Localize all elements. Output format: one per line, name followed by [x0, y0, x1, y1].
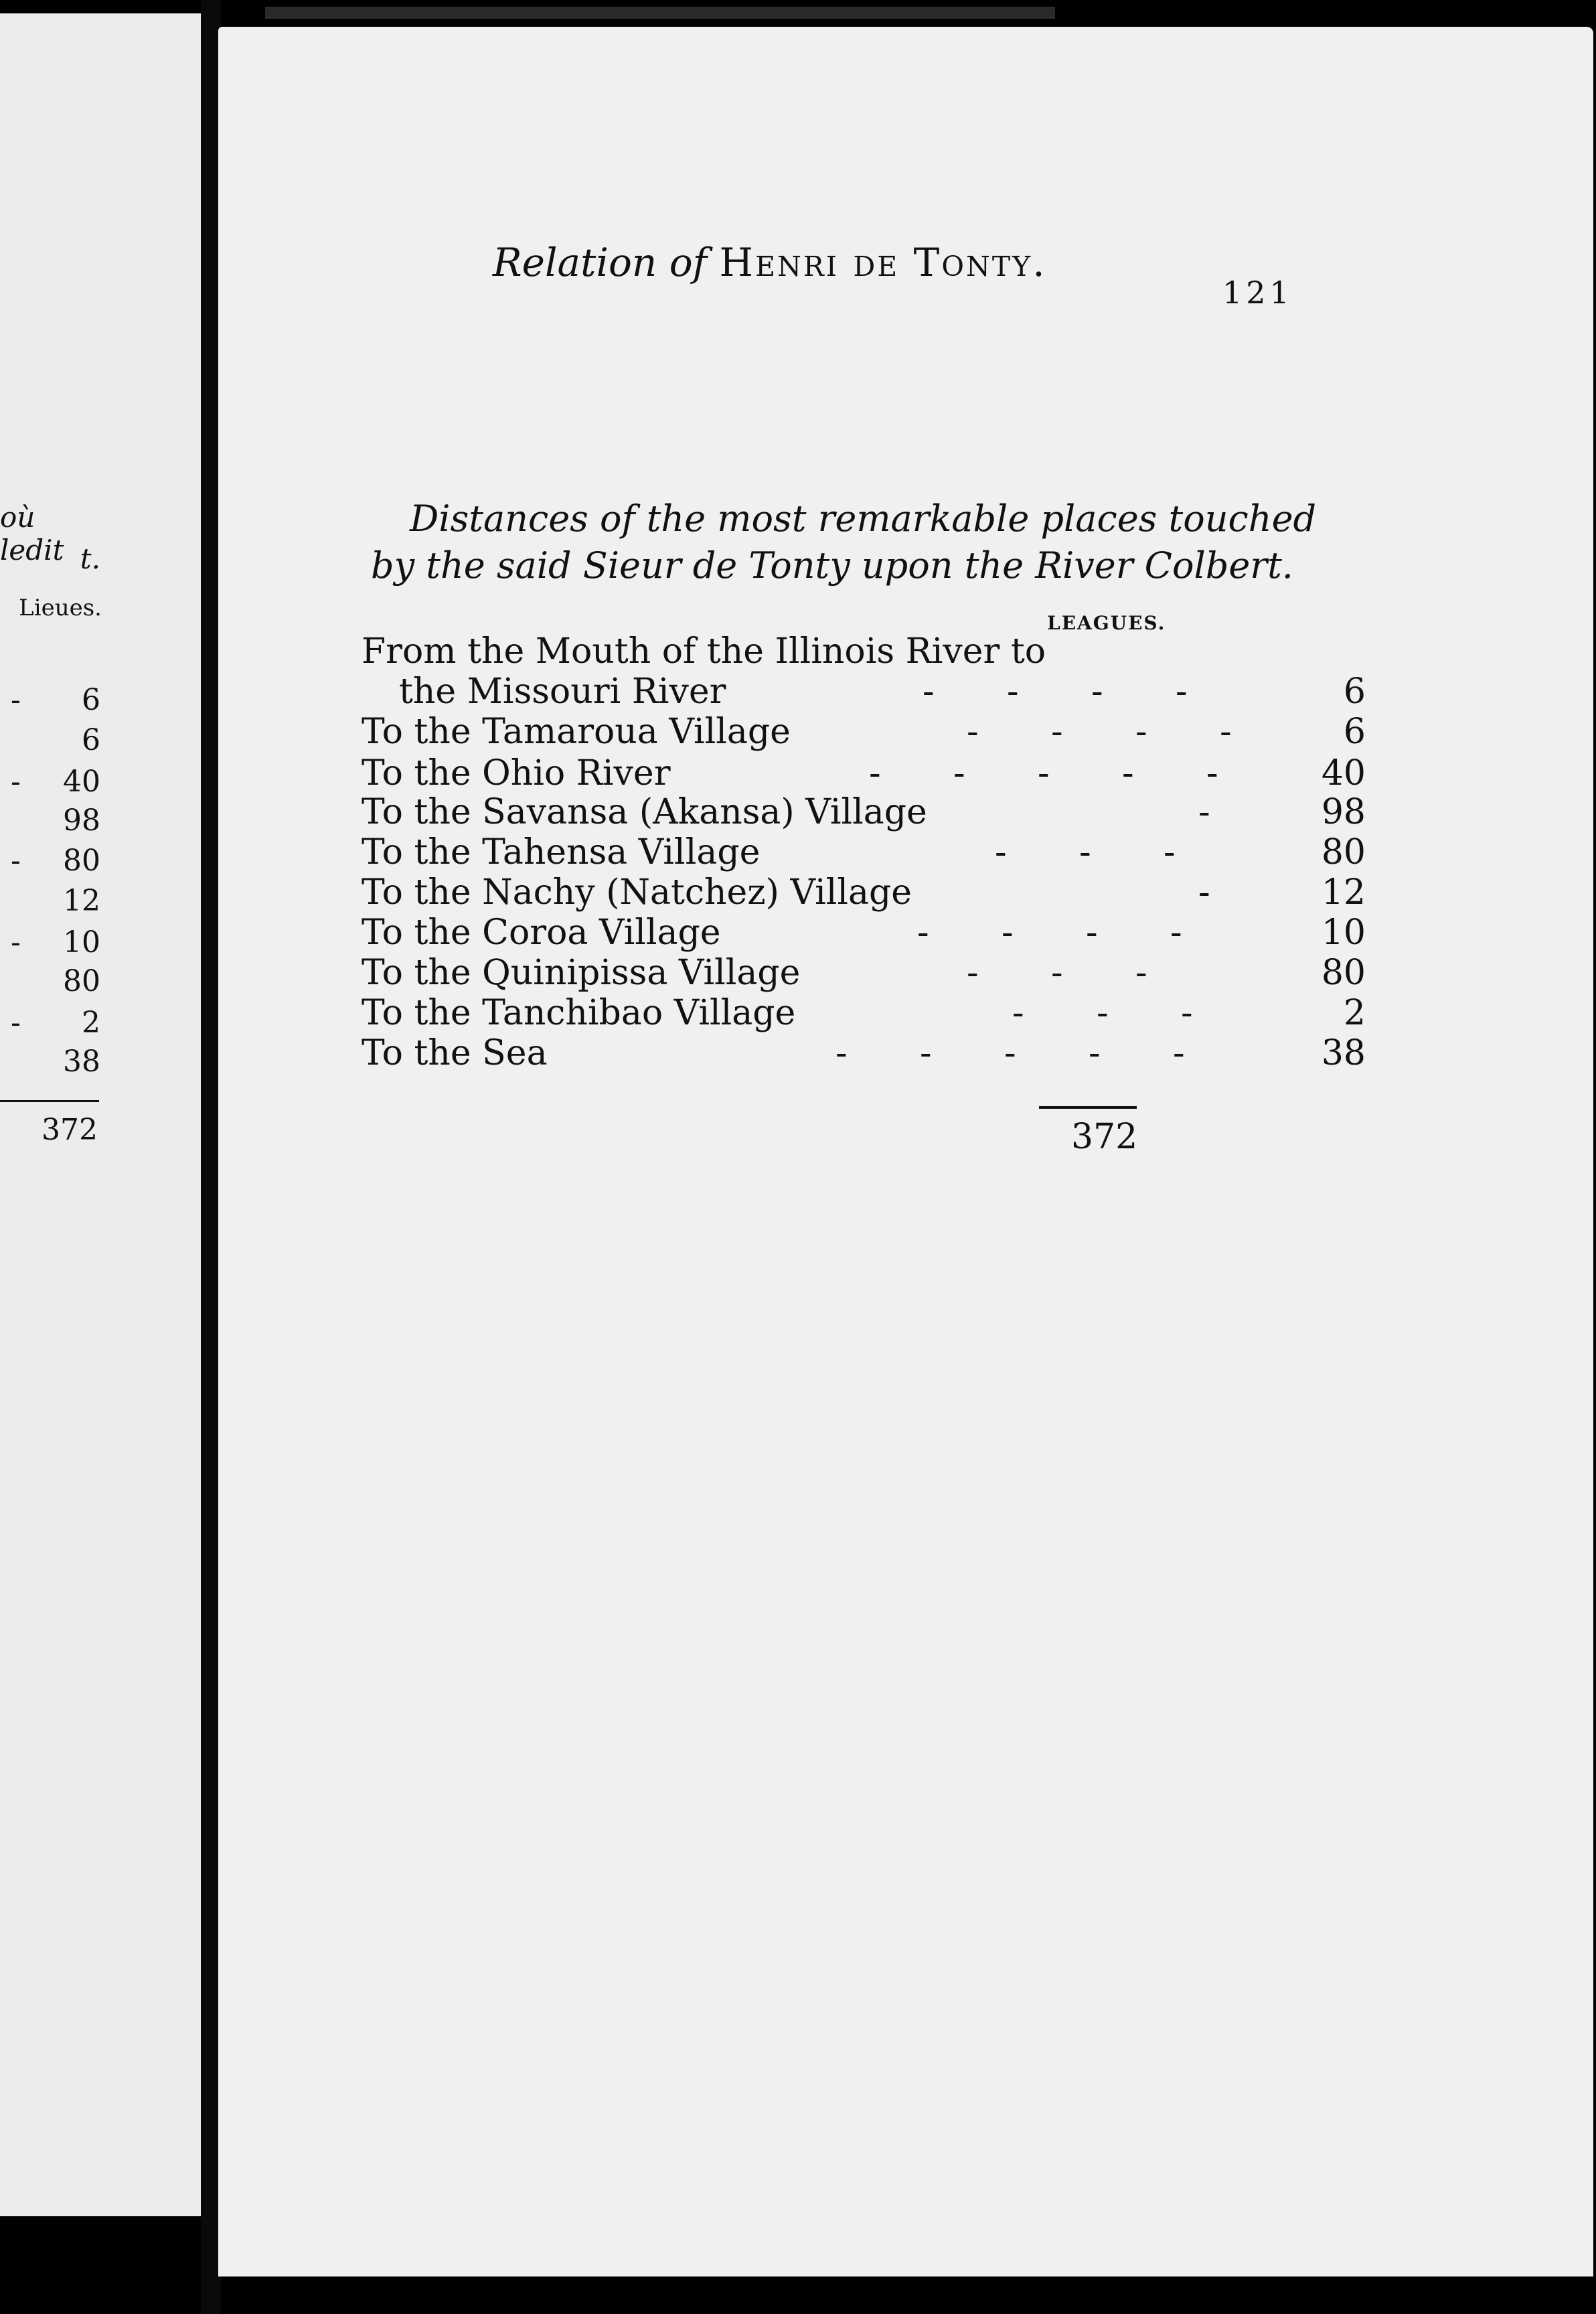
- sum-rule: [1039, 1106, 1137, 1109]
- left-row: - 40: [11, 765, 100, 799]
- running-head: [493, 240, 1047, 285]
- table-row: To the Tahensa Village - - - 80: [362, 832, 1366, 872]
- left-row: 12: [63, 884, 100, 918]
- row-value: 12: [1321, 872, 1366, 913]
- table-total: 372: [1071, 1117, 1138, 1157]
- table-row: To the Quinipissa Village - - - 80: [362, 953, 1366, 993]
- row-value: 6: [1343, 712, 1366, 752]
- left-title-fragment-2: t.: [80, 542, 100, 575]
- row-value: 38: [1321, 1033, 1366, 1073]
- left-title-fragment-1: où ledit: [0, 501, 64, 566]
- row-value: 80: [1321, 953, 1366, 993]
- row-value: 80: [1321, 832, 1366, 872]
- left-facing-page: [0, 13, 204, 2216]
- row-value: 98: [1321, 792, 1366, 832]
- left-row: - 80: [11, 844, 100, 878]
- left-row: - 10: [11, 925, 100, 959]
- left-row: - 6: [11, 683, 100, 717]
- table-row: To the Savansa (Akansa) Village - 98: [362, 792, 1366, 832]
- table-row-continuation: the Missouri River - - - - 6: [399, 672, 1366, 712]
- row-value: 40: [1321, 753, 1366, 793]
- table-row: To the Tamaroua Village - - - - 6: [362, 712, 1366, 752]
- left-row: 38: [63, 1045, 100, 1079]
- table-title: [371, 495, 1388, 589]
- page-top-edge: [265, 7, 1055, 19]
- left-row: - 2: [11, 1006, 100, 1040]
- left-row: 98: [63, 803, 100, 838]
- table-row: To the Coroa Village - - - - 10: [362, 913, 1366, 953]
- table-title-line-1: Distances of the most remarkable places touched: [410, 497, 1317, 540]
- running-head-italic: Relation of: [493, 240, 708, 285]
- left-total: 372: [42, 1113, 98, 1147]
- left-column-header: Lieues.: [19, 595, 102, 621]
- table-title-line-2: by the said Sieur de Tonty upon the River Colbert.: [371, 544, 1293, 587]
- table-row: To the Sea - - - - - 38: [362, 1033, 1366, 1073]
- row-value: 10: [1321, 913, 1366, 953]
- table-row: To the Ohio River - - - - - 40: [362, 753, 1366, 793]
- row-value: 6: [1343, 672, 1366, 712]
- leagues-column-header: LEAGUES.: [1047, 612, 1166, 634]
- row-value: 2: [1343, 993, 1366, 1033]
- left-row: 6: [82, 723, 100, 757]
- page-number: 121: [1222, 275, 1293, 311]
- table-row: To the Tanchibao Village - - - 2: [362, 993, 1366, 1033]
- table-row: To the Nachy (Natchez) Village - 12: [362, 872, 1366, 913]
- left-sum-rule: [0, 1100, 99, 1102]
- left-row: 80: [63, 964, 100, 998]
- running-head-name: Henri de Tonty.: [719, 240, 1047, 285]
- table-row: From the Mouth of the Illinois River to: [362, 631, 1046, 672]
- right-page: [218, 27, 1593, 2277]
